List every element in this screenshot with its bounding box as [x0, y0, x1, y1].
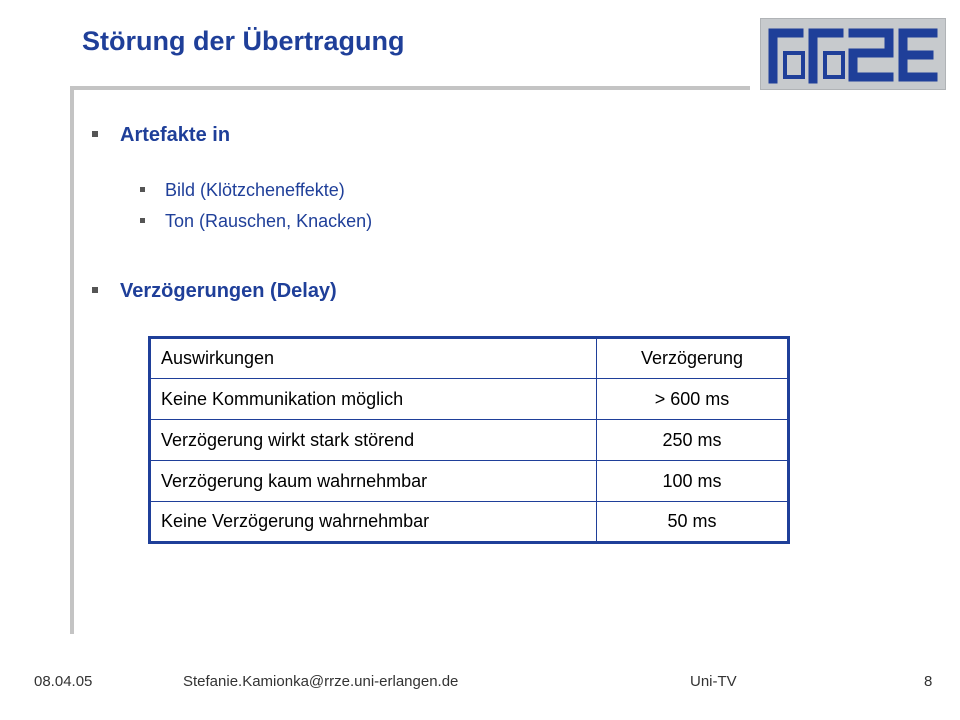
table-cell: Keine Kommunikation möglich	[150, 379, 597, 420]
slide-title: Störung der Übertragung	[82, 26, 405, 56]
table-header-row	[150, 338, 789, 379]
table-cell: > 600 ms	[597, 379, 789, 420]
table-cell: Verzögerung wirkt stark störend	[150, 420, 597, 461]
sub-bullet-ton: Ton (Rauschen, Knacken)	[140, 211, 372, 232]
table-row	[150, 420, 789, 461]
sub-bullet-bild: Bild (Klötzcheneffekte)	[140, 180, 345, 201]
table-cell: Verzögerung kaum wahrnehmbar	[150, 461, 597, 502]
bullet-square-icon	[92, 131, 98, 137]
table-row	[150, 379, 789, 420]
footer-email: Stefanie.Kamionka@rrze.uni-erlangen.de	[183, 673, 459, 690]
bullet-square-icon	[140, 187, 145, 192]
rrze-logo-icon	[761, 19, 945, 89]
bullet-square-icon	[140, 218, 145, 223]
table-cell: 250 ms	[597, 420, 789, 461]
table-cell: 50 ms	[597, 502, 789, 543]
delay-table	[148, 336, 790, 544]
bullet-verzoegerungen: Verzögerungen (Delay)	[92, 280, 337, 303]
table-cell: 100 ms	[597, 461, 789, 502]
footer-page-number: 8	[924, 673, 933, 690]
header-rule	[70, 86, 750, 90]
table-cell: Keine Verzögerung wahrnehmbar	[150, 502, 597, 543]
table-header-cell: Auswirkungen	[150, 338, 597, 379]
table-row	[150, 461, 789, 502]
table-header-cell: Verzögerung	[597, 338, 789, 379]
bullet-square-icon	[92, 287, 98, 293]
table-row	[150, 502, 789, 543]
footer-event: Uni-TV	[690, 673, 737, 690]
side-rule	[70, 86, 74, 634]
rrze-logo	[760, 18, 946, 90]
bullet-artefakte: Artefakte in	[92, 124, 230, 147]
footer-date: 08.04.05	[34, 673, 93, 690]
